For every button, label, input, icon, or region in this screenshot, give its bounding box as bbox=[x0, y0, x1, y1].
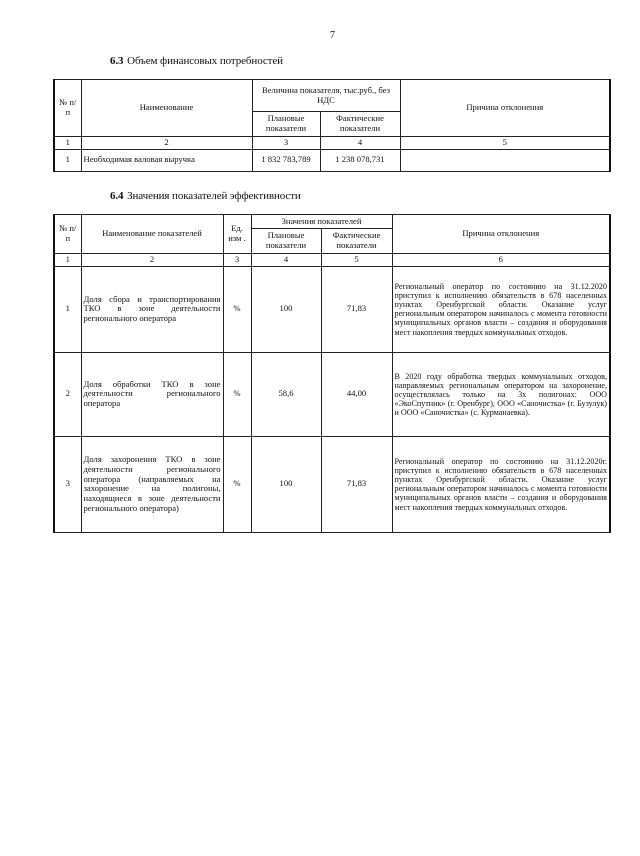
header-name: Наименование показателей bbox=[81, 215, 223, 254]
header-reason: Причина отклонения bbox=[400, 80, 610, 137]
table-header-row bbox=[54, 215, 610, 229]
col-number: 3 bbox=[223, 254, 251, 267]
row-name: Доля сбора и транспортирования ТКО в зоне деятельности регионального оператора bbox=[81, 266, 223, 352]
header-reason: Причина отклонения bbox=[392, 215, 610, 254]
row-name: Необходимая валовая выручка bbox=[81, 149, 252, 171]
table-row bbox=[54, 352, 610, 436]
header-value-group: Величина показателя, тыс.руб., без НДС bbox=[252, 80, 400, 112]
financial-needs-table bbox=[53, 79, 611, 172]
col-number: 3 bbox=[252, 137, 320, 150]
section-title-text: Значения показателей эффективности bbox=[127, 190, 301, 202]
header-num: № п/п bbox=[54, 80, 81, 137]
header-unit: Ед. изм . bbox=[223, 215, 251, 254]
row-reason: Региональный оператор по состоянию на 31.12.2020 приступил к исполнению обязательств в 678 населенных пунктах Оренбургской области. Оказание услуг региональным оператором начиналось с момента готовности муниципальных органов власти – создания и оборудования мест накопления твердых коммунальных отходов. bbox=[392, 266, 610, 352]
section-title-text: Объем финансовых потребностей bbox=[127, 55, 283, 67]
row-name: Доля обработки ТКО в зоне деятельности регионального оператора bbox=[81, 352, 223, 436]
col-number: 5 bbox=[400, 137, 610, 150]
table-row bbox=[54, 436, 610, 532]
header-actual: Фактические показатели bbox=[320, 112, 400, 137]
section-number: 6.4 bbox=[110, 190, 124, 202]
col-number: 2 bbox=[81, 137, 252, 150]
row-planned: 1 832 783,789 bbox=[252, 149, 320, 171]
col-number: 2 bbox=[81, 254, 223, 267]
header-num: № п/п bbox=[54, 215, 81, 254]
col-number: 5 bbox=[321, 254, 392, 267]
row-unit: % bbox=[223, 266, 251, 352]
table-row bbox=[54, 266, 610, 352]
col-number: 6 bbox=[392, 254, 610, 267]
row-reason: В 2020 году обработка твердых коммунальных отходов, направляемых региональным оператором на захоронение, осуществлялась только на 3х полигонах: ООО «ЭкоСпутник» (г. Оренбург), ООО «Саночистка» (г. Бузулук) и ООО «Саночистка» (с. Курманаевка). bbox=[392, 352, 610, 436]
col-number: 1 bbox=[54, 254, 81, 267]
row-planned: 58,6 bbox=[251, 352, 321, 436]
column-number-row bbox=[54, 137, 610, 150]
header-planned: Плановые показатели bbox=[251, 229, 321, 254]
col-number: 4 bbox=[251, 254, 321, 267]
section-number: 6.3 bbox=[110, 55, 124, 67]
col-number: 1 bbox=[54, 137, 81, 150]
row-actual: 71,83 bbox=[321, 266, 392, 352]
row-reason: Региональный оператор по состоянию на 31.12.2020г. приступил к исполнению обязательств в 678 населенных пунктах Оренбургской области. Оказание услуг региональным оператором начиналось с момента готовности муниципальных органов власти – создания и оборудования мест накопления твердых коммунальных отходов. bbox=[392, 436, 610, 532]
row-unit: % bbox=[223, 436, 251, 532]
column-number-row bbox=[54, 254, 610, 267]
header-name: Наименование bbox=[81, 80, 252, 137]
row-num: 3 bbox=[54, 436, 81, 532]
row-num: 2 bbox=[54, 352, 81, 436]
header-actual: Фактические показатели bbox=[321, 229, 392, 254]
header-planned: Плановые показатели bbox=[252, 112, 320, 137]
table-row bbox=[54, 149, 610, 171]
row-unit: % bbox=[223, 352, 251, 436]
row-actual: 71,83 bbox=[321, 436, 392, 532]
section-6-3-title bbox=[110, 55, 283, 67]
row-name: Доля захоронения ТКО в зоне деятельности регионального оператора (направляемых на захоронение на полигоны, находящиеся в зоне деятельности регионального оператора) bbox=[81, 436, 223, 532]
section-6-4-title bbox=[110, 190, 301, 202]
row-num: 1 bbox=[54, 266, 81, 352]
table-header-row bbox=[54, 80, 610, 112]
row-planned: 100 bbox=[251, 436, 321, 532]
row-planned: 100 bbox=[251, 266, 321, 352]
row-reason bbox=[400, 149, 610, 171]
header-value-group: Значения показателей bbox=[251, 215, 392, 229]
col-number: 4 bbox=[320, 137, 400, 150]
row-num: 1 bbox=[54, 149, 81, 171]
row-actual: 44,00 bbox=[321, 352, 392, 436]
page-number: 7 bbox=[330, 30, 335, 41]
row-actual: 1 238 078,731 bbox=[320, 149, 400, 171]
efficiency-indicators-table bbox=[53, 214, 611, 533]
